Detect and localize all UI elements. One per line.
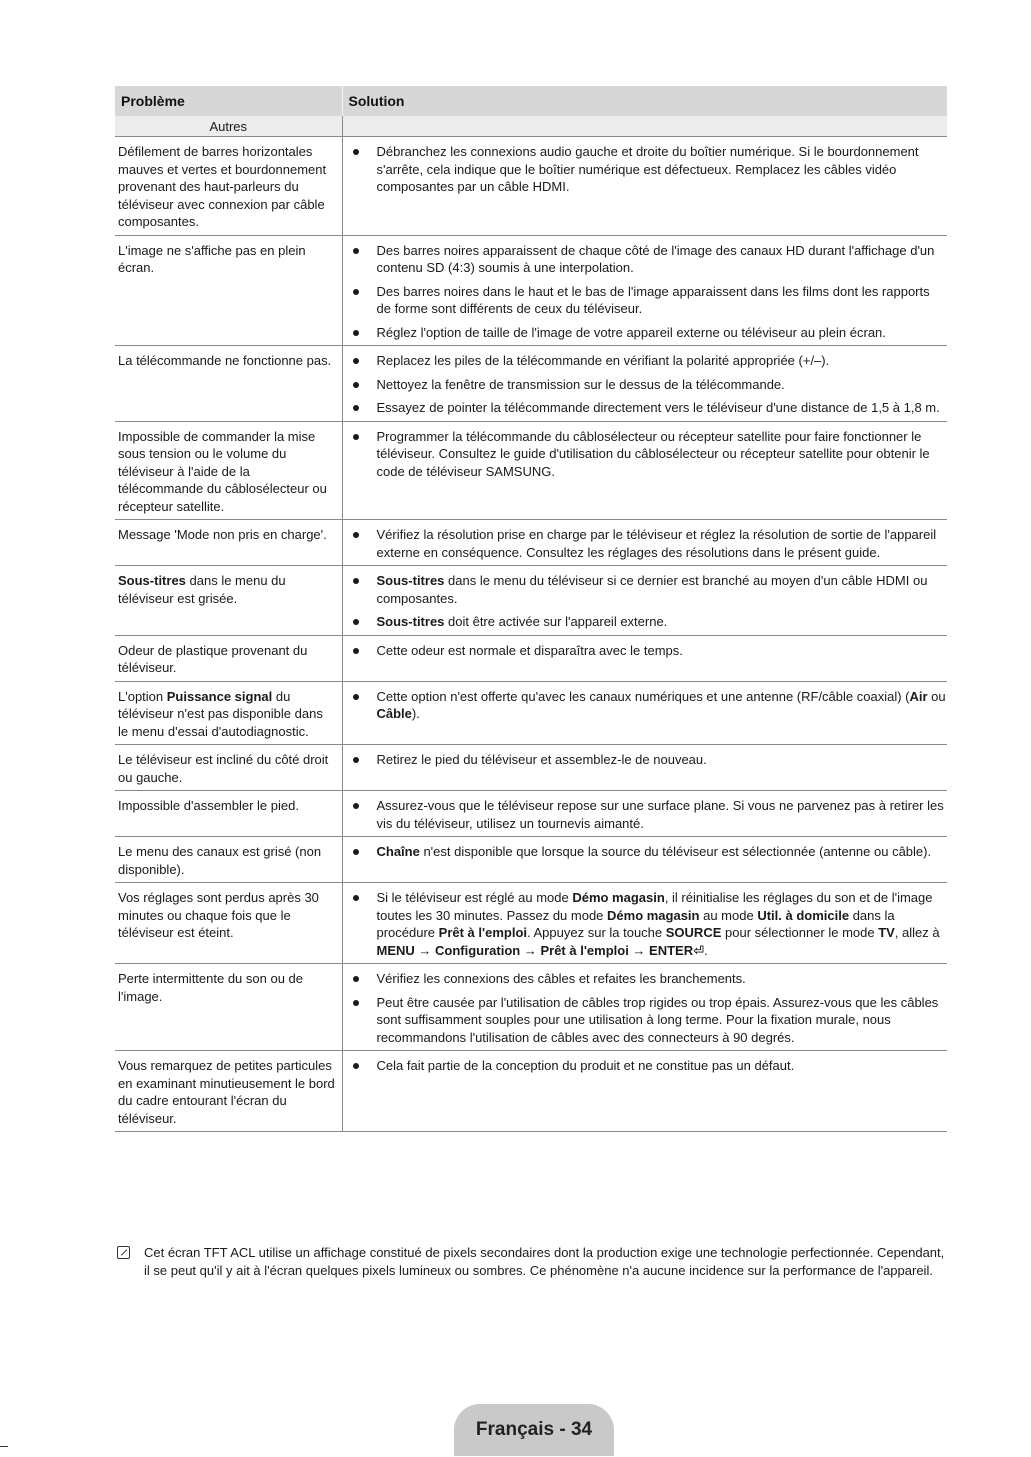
text-run: L'option xyxy=(118,688,167,704)
problem-cell xyxy=(115,235,342,346)
solution-item xyxy=(377,751,948,769)
table-row xyxy=(115,235,947,346)
problem-cell xyxy=(115,566,342,636)
text-run: Nettoyez la fenêtre de transmission sur le dessus de la télécommande. xyxy=(376,376,785,392)
problem-cell xyxy=(115,837,342,883)
text-run: doit être activée sur l'appareil externe. xyxy=(444,614,668,629)
problem-cell xyxy=(115,1051,342,1132)
solution-item xyxy=(377,572,948,607)
table-row xyxy=(115,1051,947,1132)
section-blank xyxy=(342,116,947,137)
solution-cell xyxy=(342,837,947,883)
bold-term: ⏎ xyxy=(693,942,705,958)
solution-item xyxy=(377,613,948,631)
solution-list xyxy=(343,526,948,561)
solution-item xyxy=(377,143,948,196)
text-run: Réglez l'option de taille de l'image de votre appareil externe ou téléviseur au plein écran. xyxy=(376,324,886,340)
table-row xyxy=(115,346,947,422)
problem-cell xyxy=(115,635,342,681)
bold-term: Démo magasin xyxy=(572,890,665,905)
table-row xyxy=(115,520,947,566)
solution-list xyxy=(343,642,948,660)
bold-term: ENTER xyxy=(649,942,694,958)
text-run: dans le menu du téléviseur est grisée. xyxy=(118,573,286,606)
solution-cell xyxy=(342,1051,947,1132)
text-run: Perte intermittente du son ou de l'image. xyxy=(118,971,304,1004)
text-run: Impossible de commander la mise sous tension ou le volume du téléviseur à l'aide de la télécommande du câblosélecteur ou récepteur satellite. xyxy=(118,428,327,514)
table-row xyxy=(115,681,947,745)
solution-list xyxy=(343,889,948,959)
table-row xyxy=(115,137,947,236)
solution-list xyxy=(343,751,948,769)
solution-cell xyxy=(342,566,947,636)
text-run: Si le téléviseur est réglé au mode xyxy=(376,890,573,905)
troubleshooting-page xyxy=(115,86,947,1132)
text-run: au mode xyxy=(699,907,758,923)
text-run: Replacez les piles de la télécommande en vérifiant la polarité appropriée (+/–). xyxy=(376,353,830,368)
solution-list xyxy=(343,242,948,342)
table-row xyxy=(115,421,947,520)
solution-cell xyxy=(342,137,947,236)
text-run: → xyxy=(520,942,541,958)
solution-item xyxy=(377,688,948,723)
bold-term: Sous-titres xyxy=(376,573,445,588)
solution-item xyxy=(377,889,948,959)
text-run: du téléviseur n'est pas disponible dans le menu d'essai d'autodiagnostic. xyxy=(118,688,323,739)
text-run: Assurez-vous que le téléviseur repose sur une surface plane. Si vous ne parvenez pas à retirer les vis du téléviseur, utilisez un tournevis aimanté. xyxy=(376,798,944,831)
solution-list xyxy=(343,843,948,861)
bold-term: Puissance signal xyxy=(166,688,273,704)
note-icon xyxy=(117,1246,130,1259)
text-run: ). xyxy=(411,706,420,721)
problem-cell xyxy=(115,346,342,422)
solution-list xyxy=(343,970,948,1046)
solution-item xyxy=(377,242,948,277)
text-run: Peut être causée par l'utilisation de câbles trop rigides ou trop épais. Assurez-vous que les câbles sont suffisamment souples pour une utilisation à long terme. Pour la fixation murale, nous recommandons l'utilisation de câbles avec des connecteurs à 90 degrés. xyxy=(376,994,939,1045)
text-run: Message 'Mode non pris en charge'. xyxy=(118,527,327,542)
solution-list xyxy=(343,688,948,723)
bold-term: Chaîne xyxy=(376,844,420,859)
solution-list xyxy=(343,428,948,481)
bold-term: Sous-titres xyxy=(118,573,186,588)
table-header-row xyxy=(115,86,947,116)
text-run: , allez à xyxy=(894,925,940,940)
page-number-tab: Français - 34 xyxy=(454,1404,614,1456)
note-block xyxy=(117,1244,947,1280)
section-label: Autres xyxy=(115,116,342,137)
table-row xyxy=(115,745,947,791)
solution-item xyxy=(377,352,948,370)
edge-mark xyxy=(0,1446,8,1447)
text-run: Des barres noires dans le haut et le bas de l'image apparaissent dans les films dont les rapports de forme sont différents de ceux du téléviseur. xyxy=(376,283,930,316)
table-row xyxy=(115,635,947,681)
text-run: ou xyxy=(927,688,946,704)
solution-list xyxy=(343,1057,948,1075)
solution-item xyxy=(377,324,948,342)
problem-cell xyxy=(115,681,342,745)
problem-cell xyxy=(115,745,342,791)
text-run: La télécommande ne fonctionne pas. xyxy=(118,353,332,368)
text-run: Le menu des canaux est grisé (non disponible). xyxy=(118,844,322,877)
text-run: Programmer la télécommande du câblosélecteur ou récepteur satellite pour faire fonctionner le téléviseur. Consultez le guide d'utilisation du câblosélecteur ou récepteur satellite pour obtenir le code de téléviseur SAMSUNG. xyxy=(376,428,930,479)
solution-cell xyxy=(342,635,947,681)
bold-term: Air xyxy=(909,688,928,704)
solution-cell xyxy=(342,883,947,964)
table-row xyxy=(115,964,947,1051)
note-text: Cet écran TFT ACL utilise un affichage constitué de pixels secondaires dont la production exige une technologie perfectionnée. Cependant, il se peut qu'il y ait à l'écran quelques pixels lumineux ou sombres. Ce phénomène n'a aucune incidence sur la performance de l'appareil. xyxy=(144,1245,945,1278)
table-row xyxy=(115,837,947,883)
problem-cell xyxy=(115,137,342,236)
text-run: → xyxy=(414,942,436,958)
text-run: Débranchez les connexions audio gauche et droite du boîtier numérique. Si le bourdonnement s'arrête, cela indique que le boîtier numérique est défectueux. Remplacez les câbles vidéo composantes par un câble HDMI. xyxy=(376,144,919,194)
solution-cell xyxy=(342,745,947,791)
text-run: Essayez de pointer la télécommande directement vers le téléviseur d'une distance de 1,5 à 1,8 m. xyxy=(376,400,940,415)
section-row xyxy=(115,116,947,137)
solution-item xyxy=(377,843,948,861)
bold-term: Prêt à l'emploi xyxy=(438,925,527,940)
bold-term: TV xyxy=(878,925,895,940)
problem-cell xyxy=(115,791,342,837)
text-run: dans le menu du téléviseur si ce dernier est branché au moyen d'un câble HDMI ou composantes. xyxy=(376,573,928,606)
solution-cell xyxy=(342,964,947,1051)
problem-cell xyxy=(115,883,342,964)
solution-item xyxy=(377,376,948,394)
text-run: Vos réglages sont perdus après 30 minutes ou chaque fois que le téléviseur est éteint. xyxy=(118,890,319,940)
text-run: Cette option n'est offerte qu'avec les canaux numériques et une antenne (RF/câble coaxial) ( xyxy=(376,688,910,704)
bold-term: Sous-titres xyxy=(376,614,445,629)
bold-term: Util. à domicile xyxy=(757,907,850,923)
text-run: Le téléviseur est incliné du côté droit ou gauche. xyxy=(118,752,329,785)
text-run: , il réinitialise les réglages du son et de l'image toutes les 30 minutes. Passez du mode xyxy=(376,890,933,923)
bold-term: Configuration xyxy=(435,942,521,958)
bold-term: SOURCE xyxy=(665,925,722,940)
solution-cell xyxy=(342,235,947,346)
table-row xyxy=(115,566,947,636)
text-run: Odeur de plastique provenant du téléviseur. xyxy=(118,642,308,675)
solution-cell xyxy=(342,791,947,837)
text-run: Cette odeur est normale et disparaîtra avec le temps. xyxy=(376,642,683,658)
text-run: Cela fait partie de la conception du produit et ne constitue pas un défaut. xyxy=(376,1058,795,1073)
bold-term: Câble xyxy=(376,706,412,721)
text-run: Vérifiez les connexions des câbles et refaites les branchements. xyxy=(376,971,746,986)
solution-item xyxy=(377,526,948,561)
solution-cell xyxy=(342,520,947,566)
table-row xyxy=(115,791,947,837)
text-run: Des barres noires apparaissent de chaque côté de l'image des canaux HD durant l'affichage d'un contenu SD (4:3) soumis à une interpolation. xyxy=(376,242,935,275)
bold-term: Prêt à l'emploi xyxy=(540,942,629,958)
text-run: → xyxy=(628,942,650,958)
solution-cell xyxy=(342,681,947,745)
problem-cell xyxy=(115,421,342,520)
solution-list xyxy=(343,143,948,196)
solution-header: Solution xyxy=(342,86,947,116)
problem-cell xyxy=(115,520,342,566)
solution-cell xyxy=(342,421,947,520)
text-run: . xyxy=(704,942,708,958)
text-run: L'image ne s'affiche pas en plein écran. xyxy=(118,242,306,275)
text-run: Vérifiez la résolution prise en charge par le téléviseur et réglez la résolution de sortie de l'appareil externe en conséquence. Consultez les réglages des résolutions dans le présent guide. xyxy=(376,527,937,560)
solution-item xyxy=(377,970,948,988)
problem-header: Problème xyxy=(115,86,342,116)
text-run: Impossible d'assembler le pied. xyxy=(118,798,299,813)
solution-item xyxy=(377,642,948,660)
problem-cell xyxy=(115,964,342,1051)
solution-item xyxy=(377,797,948,832)
solution-item xyxy=(377,428,948,481)
text-run: Retirez le pied du téléviseur et assemblez-le de nouveau. xyxy=(376,752,707,767)
solution-item xyxy=(377,283,948,318)
text-run: n'est disponible que lorsque la source du téléviseur est sélectionnée (antenne ou câble). xyxy=(419,844,932,859)
solution-item xyxy=(377,994,948,1047)
troubleshooting-table xyxy=(115,86,947,1132)
table-row xyxy=(115,883,947,964)
bold-term: Démo magasin xyxy=(607,907,700,923)
solution-list xyxy=(343,572,948,631)
solution-item xyxy=(377,1057,948,1075)
text-run: Vous remarquez de petites particules en examinant minutieusement le bord du cadre entourant l'écran du téléviseur. xyxy=(118,1058,335,1126)
text-run: pour sélectionner le mode xyxy=(721,925,879,940)
solution-list xyxy=(343,352,948,417)
text-run: Défilement de barres horizontales mauves et vertes et bourdonnement provenant des haut-parleurs du téléviseur avec connexion par câble composantes. xyxy=(118,144,327,229)
solution-item xyxy=(377,399,948,417)
text-run: dans la procédure xyxy=(376,907,895,940)
solution-list xyxy=(343,797,948,832)
text-run: . Appuyez sur la touche xyxy=(527,925,666,940)
solution-cell xyxy=(342,346,947,422)
bold-term: MENU xyxy=(376,942,415,958)
